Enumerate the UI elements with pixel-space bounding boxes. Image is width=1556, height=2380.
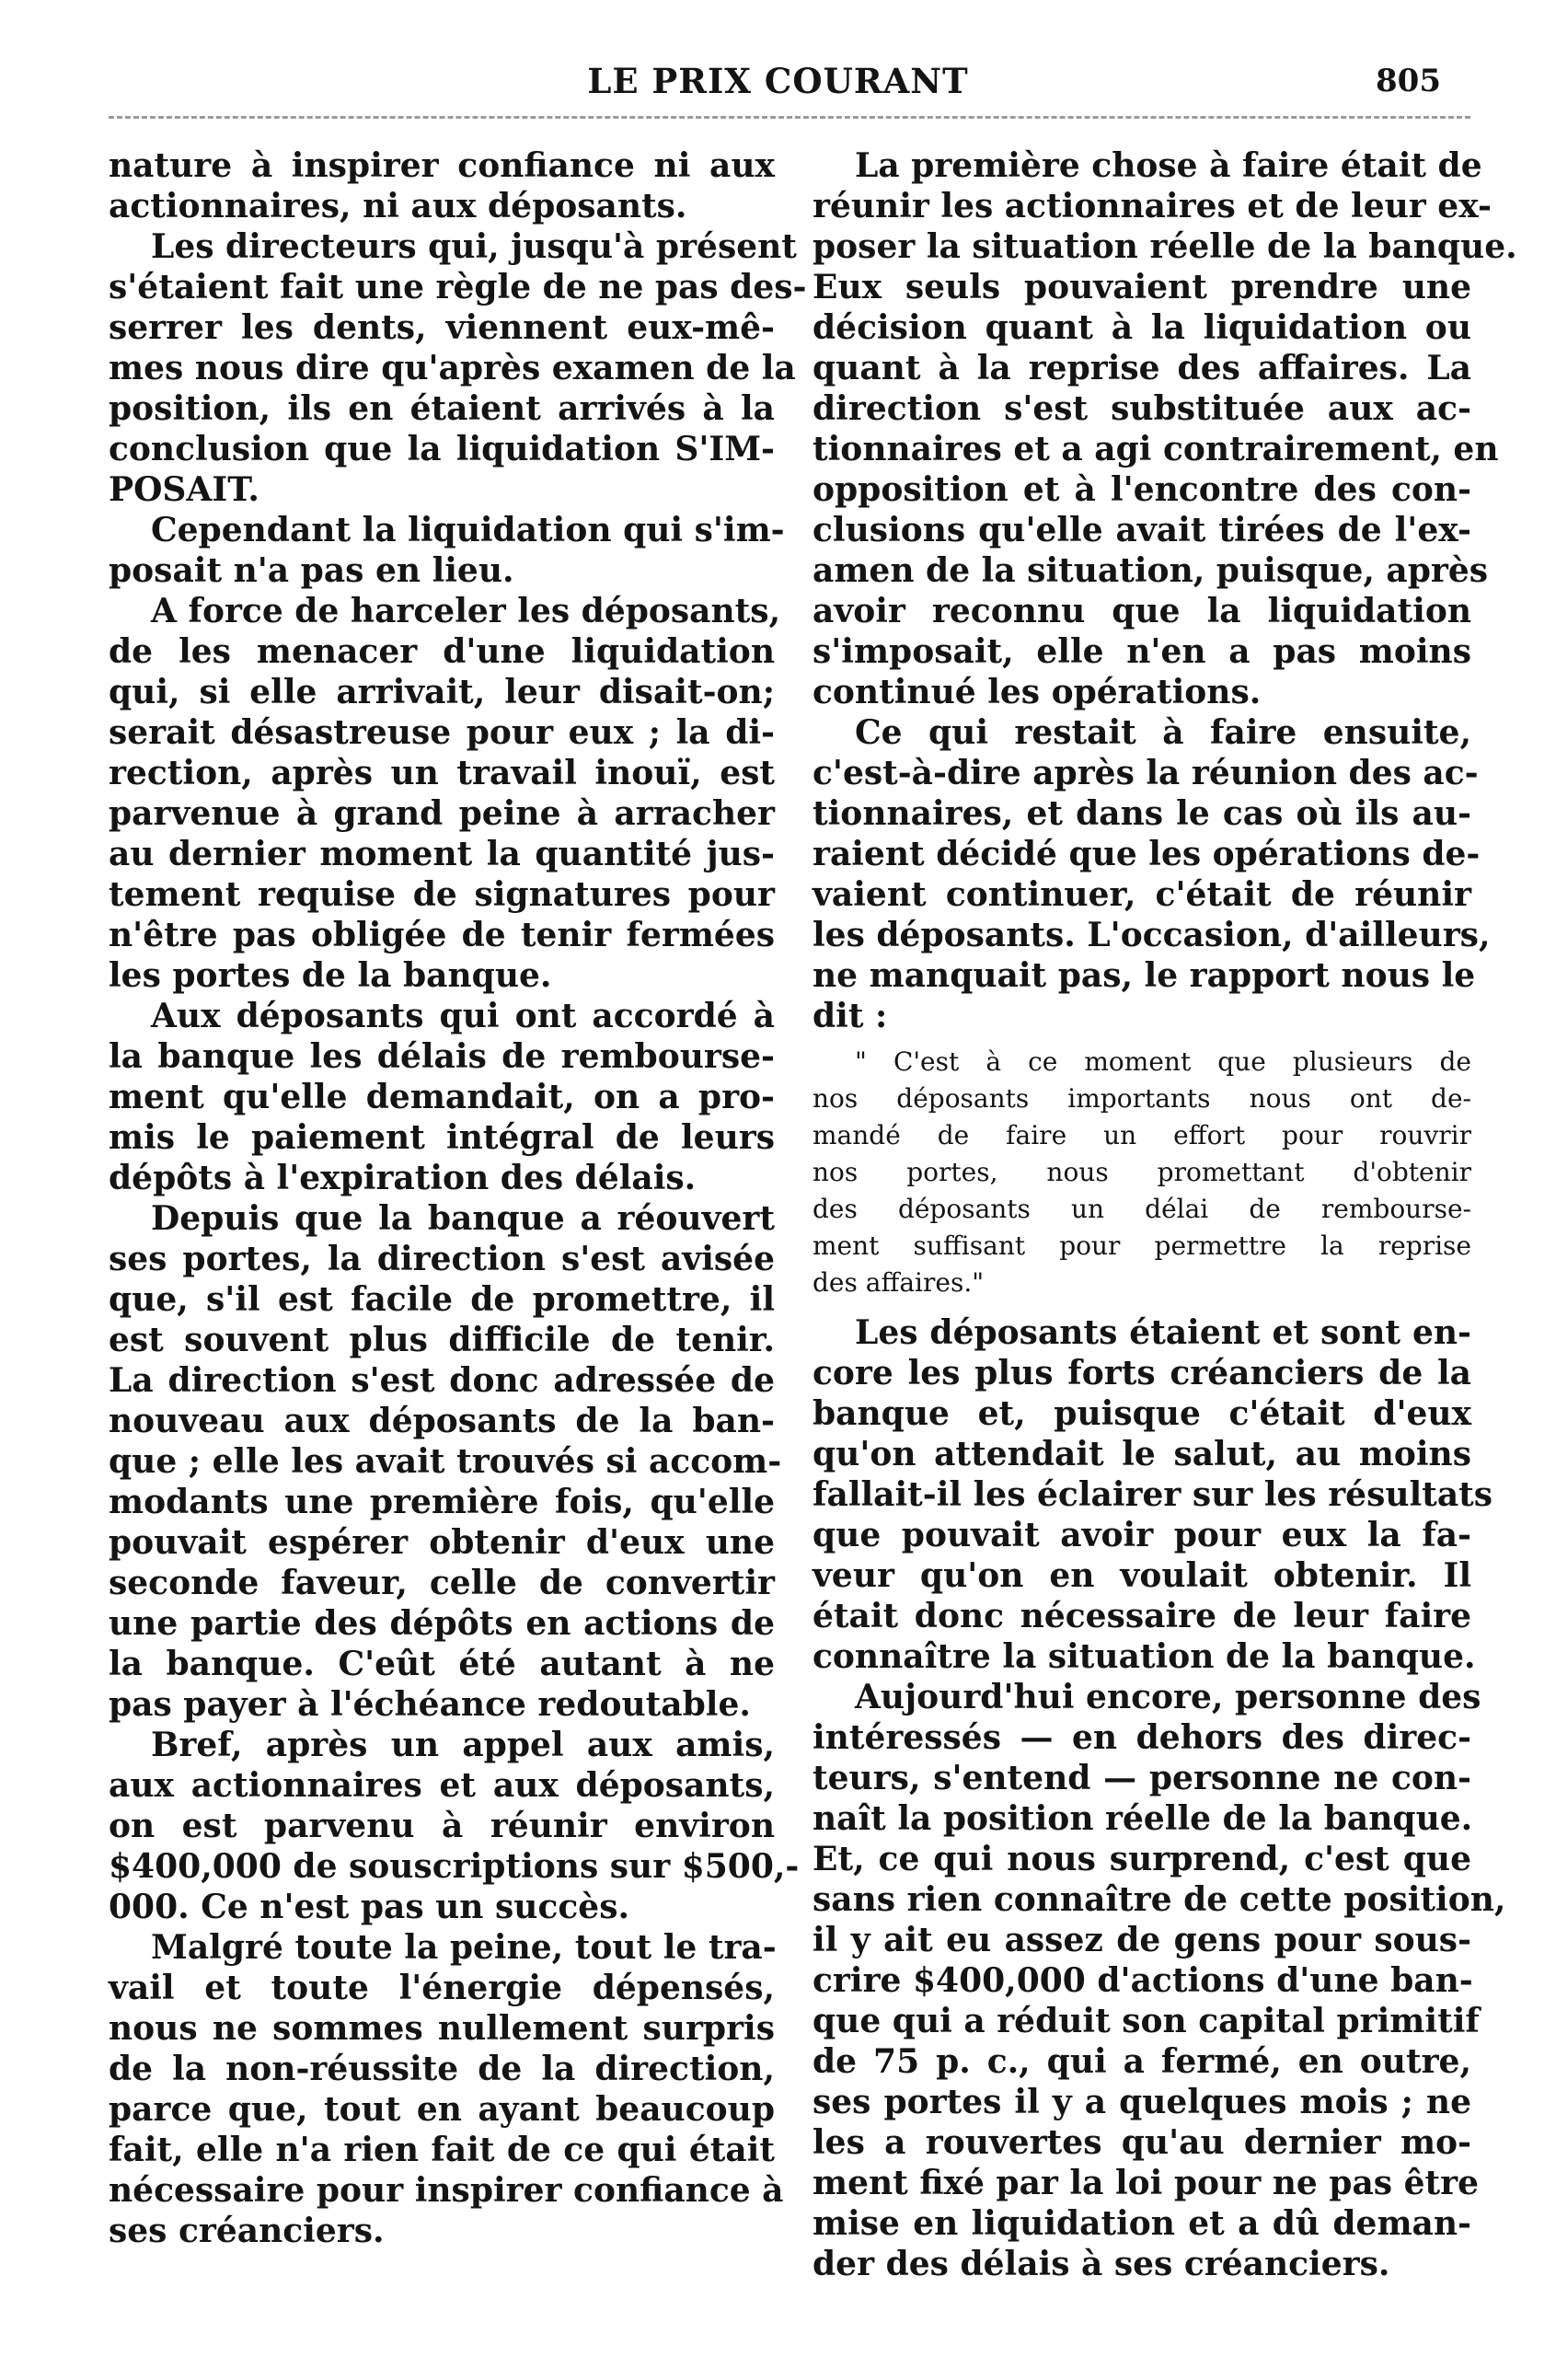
page-header	[0, 55, 1556, 110]
text-line: quant à la reprise des affaires. La	[813, 349, 1471, 387]
text-line: mandé de faire un effort pour rouvrir	[813, 1120, 1471, 1150]
text-line: intéressés — en dehors des direc-	[813, 1718, 1471, 1757]
text-line: vaient continuer, c'était de réunir	[813, 875, 1471, 914]
text-line: nos déposants importants nous ont de-	[813, 1083, 1471, 1114]
right-column-part-a	[813, 145, 1517, 1036]
text-line: les portes de la banque.	[109, 956, 552, 995]
text-line: de la non-réussite de la direction,	[109, 2050, 775, 2088]
text-line: direction s'est substituée aux ac-	[813, 389, 1471, 428]
text-line: crire $400,000 d'actions d'une ban-	[813, 1961, 1473, 2000]
text-line: " C'est à ce moment que plusieurs de	[855, 1046, 1471, 1077]
text-line: Depuis que la banque a réouvert	[151, 1199, 775, 1238]
text-line: 000. Ce n'est pas un succès.	[109, 1888, 629, 1926]
text-line: on est parvenu à réunir environ	[109, 1807, 775, 1845]
text-line: ne manquait pas, le rapport nous le	[813, 956, 1476, 995]
text-line: posait n'a pas en lieu.	[109, 551, 514, 590]
text-line: actionnaires, ni aux déposants.	[109, 187, 687, 225]
text-line: Bref, après un appel aux amis,	[151, 1726, 775, 1764]
text-line: s'étaient fait une règle de ne pas des-	[109, 268, 807, 306]
text-line: la banque. C'eût été autant à ne	[109, 1645, 775, 1683]
page-number: 805	[1376, 63, 1441, 99]
text-line: s'imposait, elle n'en a pas moins	[813, 632, 1471, 671]
text-line: vail et toute l'énergie dépensés,	[109, 1969, 775, 2007]
text-line: fallait-il les éclairer sur les résultats	[813, 1475, 1493, 1514]
text-line: ses portes il y a quelques mois ; ne	[813, 2083, 1471, 2121]
text-line: core les plus forts créanciers de la	[813, 1354, 1471, 1392]
text-line: Aujourd'hui encore, personne des	[855, 1678, 1481, 1716]
text-line: Eux seuls pouvaient prendre une	[813, 268, 1471, 306]
text-line: $400,000 de souscriptions sur $500,-	[109, 1847, 800, 1886]
text-line: Et, ce qui nous surprend, c'est que	[813, 1840, 1471, 1878]
text-line: était donc nécessaire de leur faire	[813, 1597, 1471, 1635]
text-line: position, ils en étaient arrivés à la	[109, 389, 775, 428]
journal-title: LE PRIX COURANT	[587, 61, 969, 101]
text-line: Malgré toute la peine, tout le tra-	[151, 1928, 777, 1967]
text-line: raient décidé que les opérations de-	[813, 835, 1481, 873]
text-line: Cependant la liquidation qui s'im-	[151, 511, 785, 549]
text-line: poser la situation réelle de la banque.	[813, 227, 1517, 266]
text-line: der des délais à ses créanciers.	[813, 2245, 1390, 2283]
left-column	[109, 145, 807, 2380]
text-line: parce que, tout en ayant beaucoup	[109, 2090, 775, 2129]
text-line: des affaires."	[813, 1267, 985, 1298]
text-line: La direction s'est donc adressée de	[109, 1361, 775, 1400]
text-line: opposition et à l'encontre des con-	[813, 470, 1471, 509]
text-line: tionnaires, et dans le cas où ils au-	[813, 794, 1471, 833]
text-line: rection, après un travail inouï, est	[109, 754, 775, 792]
text-line: une partie des dépôts en actions de	[109, 1604, 775, 1643]
text-line: qu'on attendait le salut, au moins	[813, 1435, 1471, 1473]
text-line: POSAIT.	[109, 470, 259, 509]
text-line: nouveau aux déposants de la ban-	[109, 1402, 775, 1440]
text-line: parvenue à grand peine à arracher	[109, 794, 775, 833]
text-line: tement requise de signatures pour	[109, 875, 775, 914]
text-line: que, s'il est facile de promettre, il	[109, 1280, 775, 1319]
text-line: seconde faveur, celle de convertir	[109, 1564, 775, 1602]
right-column-part-b	[813, 1312, 1506, 2284]
text-line: réunir les actionnaires et de leur ex-	[813, 187, 1492, 225]
text-line: pas payer à l'échéance redoutable.	[109, 1685, 751, 1724]
text-line: de 75 p. c., qui a fermé, en outre,	[813, 2042, 1471, 2081]
text-line: amen de la situation, puisque, après	[813, 551, 1489, 590]
text-line: conclusion que la liquidation S'IM-	[109, 430, 775, 468]
text-line: décision quant à la liquidation ou	[813, 308, 1471, 347]
text-line: dépôts à l'expiration des délais.	[109, 1159, 697, 1197]
text-line: serait désastreuse pour eux ; la di-	[109, 713, 775, 752]
text-line: ment fixé par la loi pour ne pas être	[813, 2164, 1480, 2202]
text-line: nature à inspirer confiance ni aux	[109, 146, 775, 185]
right-column	[813, 145, 1517, 2380]
text-line: mis le paiement intégral de leurs	[109, 1118, 775, 1157]
text-line: que qui a réduit son capital primitif	[813, 2002, 1480, 2040]
text-line: que pouvait avoir pour eux la fa-	[813, 1516, 1471, 1554]
text-line: nous ne sommes nullement surpris	[109, 2009, 775, 2048]
text-line: fait, elle n'a rien fait de ce qui était	[109, 2131, 775, 2169]
text-line: ment qu'elle demandait, on a pro-	[109, 1078, 775, 1116]
text-line: serrer les dents, viennent eux-mê-	[109, 308, 775, 347]
text-line: il y ait eu assez de gens pour sous-	[813, 1921, 1471, 1959]
text-line: de les menacer d'une liquidation	[109, 632, 775, 671]
text-line: A force de harceler les déposants,	[151, 592, 781, 630]
text-line: la banque les délais de rembourse-	[109, 1037, 775, 1076]
text-line: sans rien connaître de cette position,	[813, 1880, 1506, 1919]
text-line: qui, si elle arrivait, leur disait-on;	[109, 673, 775, 711]
text-line: que ; elle les avait trouvés si accom-	[109, 1442, 782, 1481]
text-line: est souvent plus difficile de tenir.	[109, 1321, 775, 1359]
text-line: banque et, puisque c'était d'eux	[813, 1394, 1471, 1433]
text-line: les a rouvertes qu'au dernier mo-	[813, 2123, 1471, 2162]
header-rule	[109, 116, 1470, 119]
text-line: les déposants. L'occasion, d'ailleurs,	[813, 916, 1491, 954]
text-line: c'est-à-dire après la réunion des ac-	[813, 754, 1479, 792]
text-line: continué les opérations.	[813, 673, 1262, 711]
text-line: mes nous dire qu'après examen de la	[109, 349, 796, 387]
quoted-passage	[813, 1044, 1471, 1301]
text-line: mise en liquidation et a dû deman-	[813, 2204, 1471, 2243]
text-line: ment suffisant pour permettre la reprise	[813, 1230, 1471, 1261]
text-line: ses portes, la direction s'est avisée	[109, 1240, 775, 1278]
text-line: avoir reconnu que la liquidation	[813, 592, 1471, 630]
text-line: Aux déposants qui ont accordé à	[151, 997, 775, 1035]
text-line: nécessaire pour inspirer confiance à	[109, 2171, 784, 2210]
text-line: n'être pas obligée de tenir fermées	[109, 916, 775, 954]
text-line: teurs, s'entend — personne ne con-	[813, 1759, 1471, 1797]
text-line: des déposants un délai de rembourse-	[813, 1194, 1471, 1224]
text-line: veur qu'on en voulait obtenir. Il	[813, 1556, 1471, 1595]
text-line: clusions qu'elle avait tirées de l'ex-	[813, 511, 1471, 549]
text-line: aux actionnaires et aux déposants,	[109, 1766, 775, 1805]
text-line: ses créanciers.	[109, 2212, 385, 2250]
text-line: naît la position réelle de la banque.	[813, 1799, 1473, 1838]
text-line: pouvait espérer obtenir d'eux une	[109, 1523, 775, 1562]
text-line: Ce qui restait à faire ensuite,	[855, 713, 1471, 752]
text-line: dit :	[813, 997, 888, 1035]
text-line: nos portes, nous promettant d'obtenir	[813, 1157, 1471, 1187]
text-line: connaître la situation de la banque.	[813, 1637, 1476, 1676]
text-line: Les déposants étaient et sont en-	[855, 1313, 1471, 1352]
text-line: tionnaires et a agi contrairement, en	[813, 430, 1499, 468]
text-line: La première chose à faire était de	[855, 146, 1482, 185]
text-line: modants une première fois, qu'elle	[109, 1483, 775, 1521]
text-line: au dernier moment la quantité jus-	[109, 835, 775, 873]
text-line: Les directeurs qui, jusqu'à présent	[151, 227, 797, 266]
